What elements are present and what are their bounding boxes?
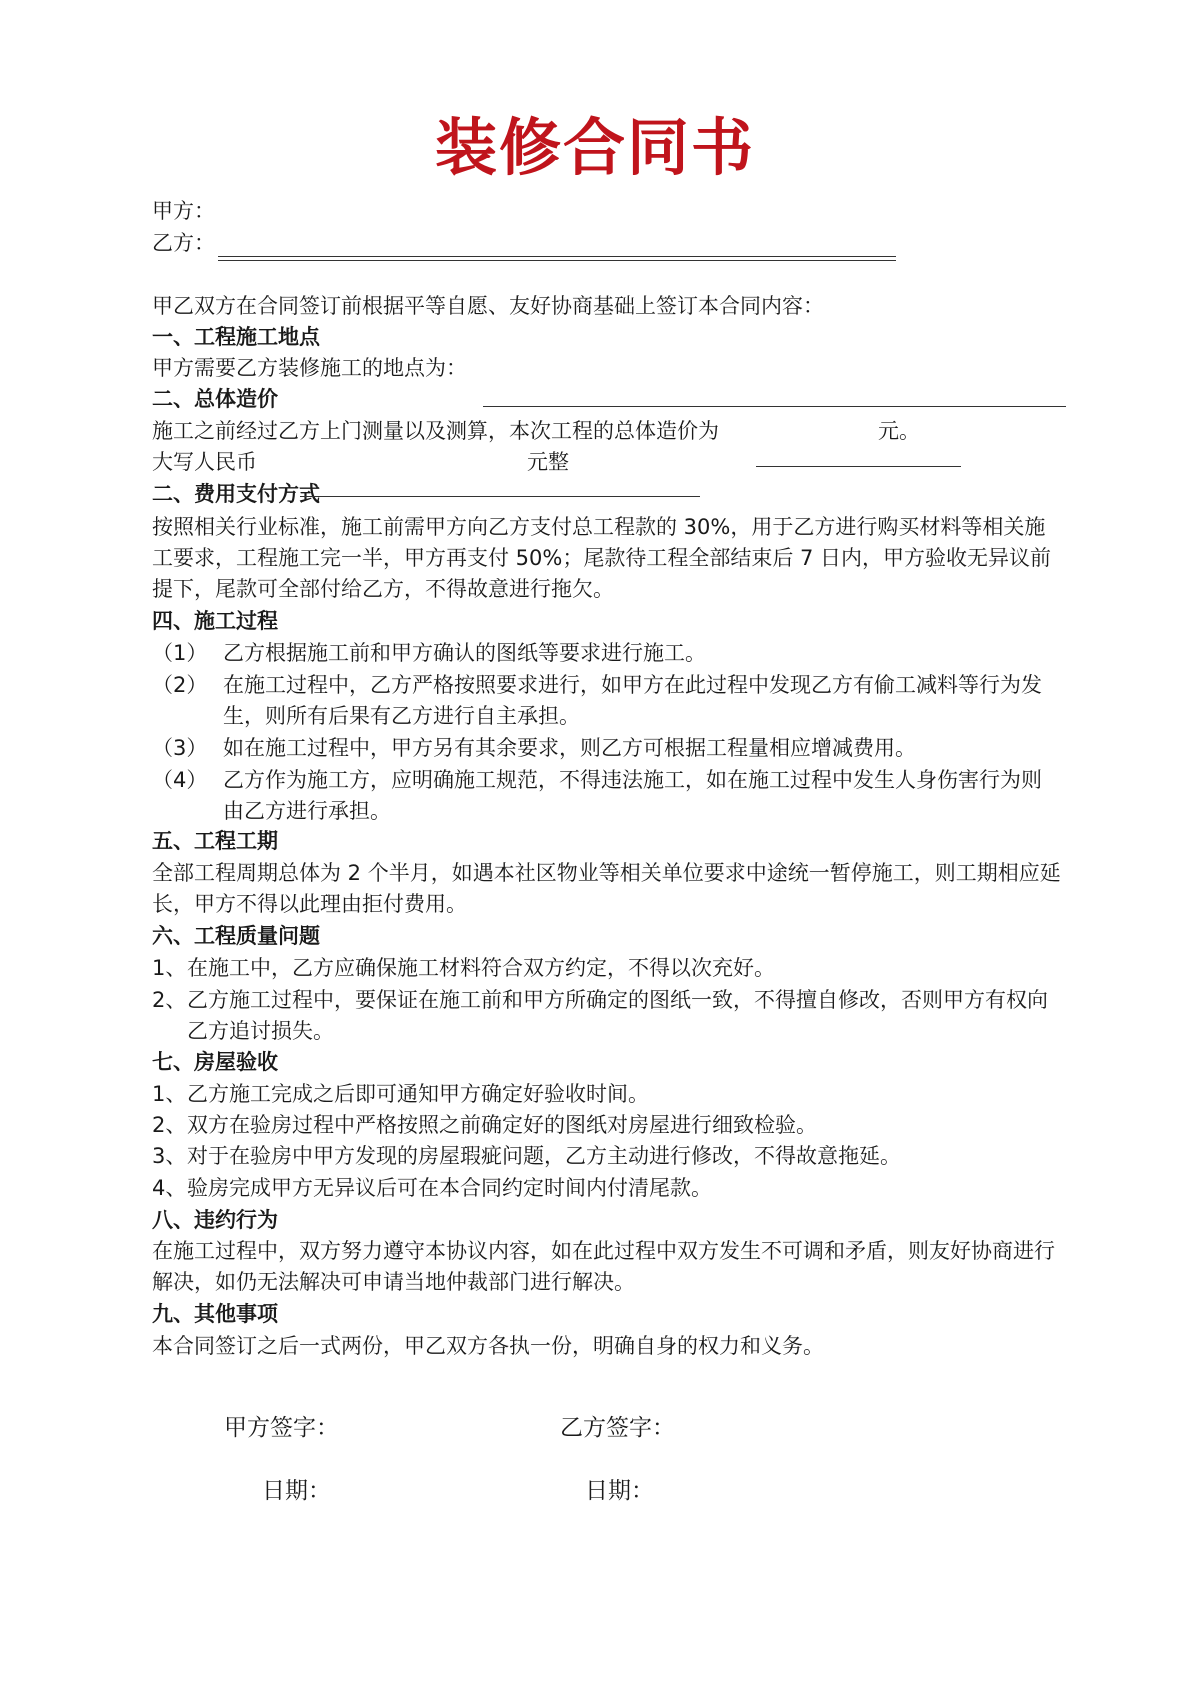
section-5-heading: 五、工程工期 [152, 829, 278, 853]
section-1-text: 甲方需要乙方装修施工的地点为： [152, 356, 467, 380]
party-a-label: 甲方： [152, 199, 215, 223]
list-item [152, 1079, 1062, 1110]
list-item [152, 638, 1062, 669]
list-item-text: 乙方施工过程中，要保证在施工前和甲方所确定的图纸一致，不得擅自修改，否则甲方有权向乙方追讨损失。 [187, 988, 1048, 1043]
section-9-heading: 九、其他事项 [152, 1302, 278, 1326]
section-8-heading: 八、违约行为 [152, 1208, 278, 1232]
list-item-text: 双方在验房过程中严格按照之前确定好的图纸对房屋进行细致检验。 [187, 1113, 817, 1137]
section-2-heading: 二、总体造价 [152, 387, 278, 411]
list-item-text: 在施工中，乙方应确保施工材料符合双方约定，不得以次充好。 [187, 956, 775, 980]
list-item-text: 乙方施工完成之后即可通知甲方确定好验收时间。 [187, 1082, 649, 1106]
party-b-label: 乙方： [152, 231, 215, 255]
list-item [152, 670, 1062, 732]
list-item-number: （3） [152, 736, 208, 760]
list-item-number: 2、 [152, 988, 187, 1012]
section-8-text: 在施工过程中，双方努力遵守本协议内容，如在此过程中双方发生不可调和矛盾，则友好协商进行解决，如仍无法解决可申请当地仲裁部门进行解决。 [152, 1239, 1055, 1294]
list-item [152, 733, 1062, 764]
section-6-heading: 六、工程质量问题 [152, 924, 320, 948]
party-a-date-label: 日期： [262, 1478, 331, 1504]
section-5-text: 全部工程周期总体为 2 个半月，如遇本社区物业等相关单位要求中途统一暂停施工，则工期相应延长，甲方不得以此理由拒付费用。 [152, 861, 1061, 916]
section-2-cost-text: 施工之前经过乙方上门测量以及测算，本次工程的总体造价为 [152, 419, 719, 443]
list-item-text: 对于在验房中甲方发现的房屋瑕疵问题，乙方主动进行修改，不得故意拖延。 [187, 1144, 901, 1168]
section-9-text: 本合同签订之后一式两份，甲乙双方各执一份，明确自身的权力和义务。 [152, 1334, 824, 1358]
list-item [152, 985, 1062, 1047]
section-3-heading: 二、费用支付方式 [152, 482, 320, 506]
section-1-heading: 一、工程施工地点 [152, 325, 320, 349]
list-item-number: 3、 [152, 1144, 187, 1168]
party-a-signature-label: 甲方签字： [224, 1415, 339, 1441]
section-2-caps-unit: 元整 [527, 450, 569, 474]
list-item-number: 2、 [152, 1113, 187, 1137]
section-2-caps-label: 大写人民币 [152, 450, 257, 474]
list-item [152, 1110, 1062, 1141]
location-blank-line [483, 406, 1066, 407]
list-item-text: 乙方作为施工方，应明确施工规范，不得违法施工，如在施工过程中发生人身伤害行为则由乙方进行承担。 [223, 768, 1042, 823]
intro-text: 甲乙双方在合同签订前根据平等自愿、友好协商基础上签订本合同内容： [152, 294, 824, 318]
list-item-number: 4、 [152, 1176, 187, 1200]
document-title: 装修合同书 [434, 111, 755, 184]
list-item-text: 验房完成甲方无异议后可在本合同约定时间内付清尾款。 [187, 1176, 712, 1200]
list-item-text: 如在施工过程中，甲方另有其余要求，则乙方可根据工程量相应增减费用。 [223, 736, 916, 760]
party-double-underline [218, 256, 896, 261]
section-4-heading: 四、施工过程 [152, 609, 278, 633]
list-item-text: 乙方根据施工前和甲方确认的图纸等要求进行施工。 [223, 641, 706, 665]
party-b-signature-label: 乙方签字： [560, 1415, 675, 1441]
list-item [152, 765, 1062, 827]
section-2-cost-unit: 元。 [878, 419, 920, 443]
list-item-number: （4） [152, 768, 208, 792]
list-item-number: 1、 [152, 1082, 187, 1106]
list-item-number: （2） [152, 673, 208, 697]
list-item [152, 1173, 1062, 1204]
list-item-number: 1、 [152, 956, 187, 980]
cost-blank-line [756, 466, 961, 467]
caps-blank-line [300, 496, 700, 497]
section-3-text: 按照相关行业标准，施工前需甲方向乙方支付总工程款的 30%，用于乙方进行购买材料等相关施工要求，工程施工完一半，甲方再支付 50%；尾款待工程全部结束后 7 日内，甲方验收无异议前提下，尾款可全部付给乙方，不得故意进行拖欠。 [152, 515, 1052, 601]
list-item [152, 1141, 1062, 1172]
section-7-heading: 七、房屋验收 [152, 1050, 278, 1074]
list-item-number: （1） [152, 641, 208, 665]
party-b-date-label: 日期： [585, 1478, 654, 1504]
list-item-text: 在施工过程中，乙方严格按照要求进行，如甲方在此过程中发现乙方有偷工减料等行为发生，则所有后果有乙方进行自主承担。 [223, 673, 1042, 728]
list-item [152, 953, 1062, 984]
